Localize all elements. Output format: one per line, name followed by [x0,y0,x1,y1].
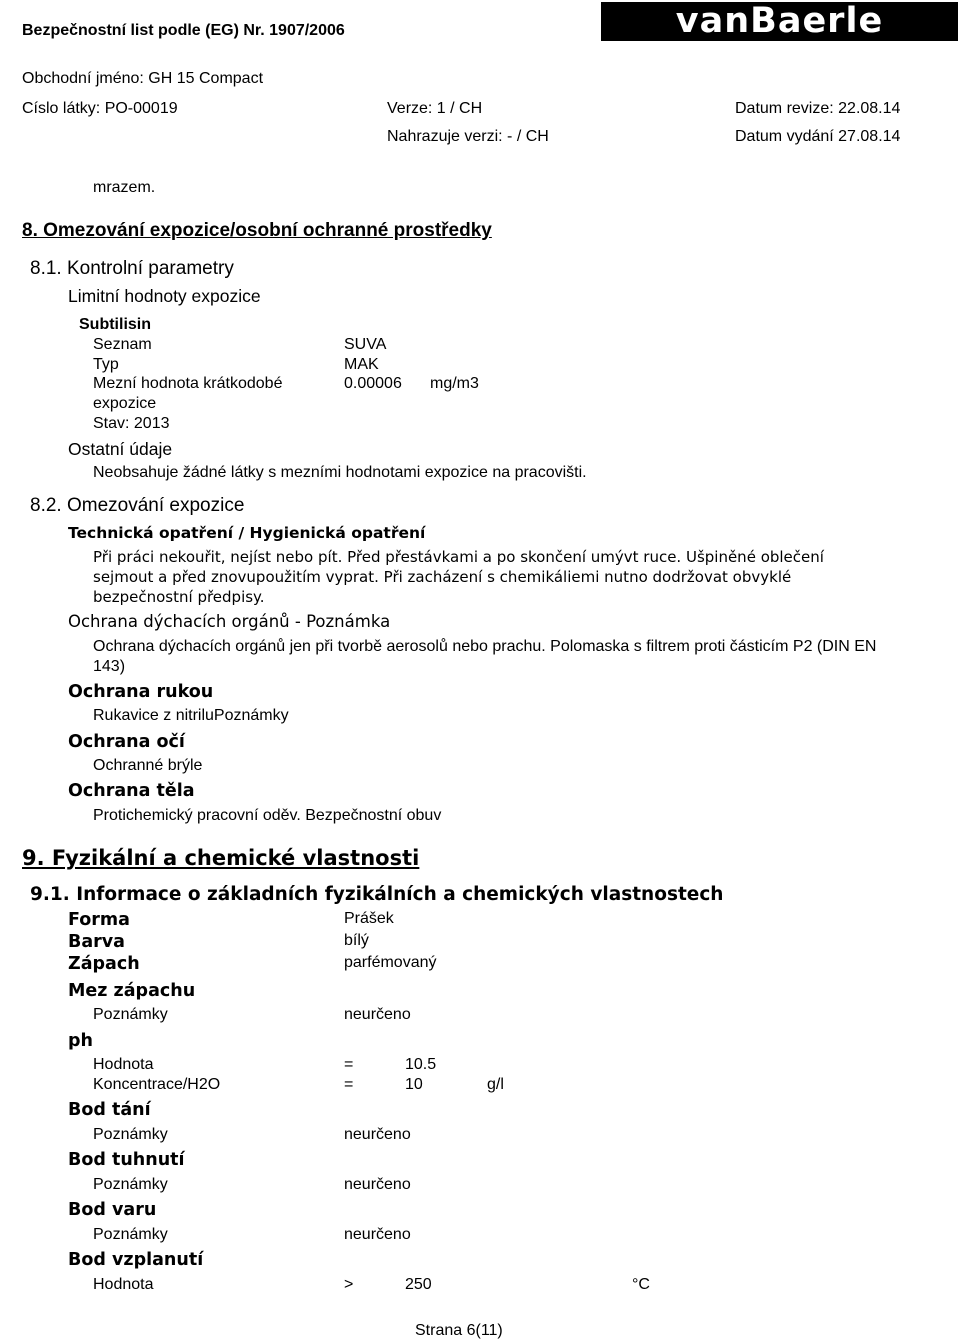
boiling-point-value: neurčeno [344,1226,411,1243]
limit-value-list: SUVA [344,336,387,353]
melting-point-label: Poznámky [93,1126,168,1143]
technical-measures-text: Při práci nekouřit, nejíst nebo pít. Před přestávkami a po skončení umývt ruce. Ušpiněné oblečení sejmout a před znovupoužitím vyprat. Při zacházení s chemikáliemi nutno dodržovat obvyklé bezpečnostní předpisy. [93,548,824,606]
eye-protection-text: Ochranné brýle [93,757,203,774]
limit-label-type: Typ [93,356,119,373]
freezing-point-value: neurčeno [344,1176,411,1193]
ph-value-operator: = [344,1056,354,1073]
substance-name: Subtilisin [79,316,151,333]
limit-status: Stav: 2013 [93,415,170,432]
flash-point-operator: > [344,1276,354,1293]
exposure-limits-heading: Limitní hodnoty expozice [68,286,261,306]
color-label: Barva [68,932,125,952]
flash-point-heading: Bod vzplanutí [68,1250,204,1270]
trade-name: Obchodní jméno: GH 15 Compact [22,70,264,87]
ph-concentration-unit: g/l [487,1076,504,1093]
section-9-1-heading: 9.1. Informace o základních fyzikálních a chemických vlastnostech [30,884,724,905]
odor-label: Zápach [68,954,140,974]
continuation-text: mrazem. [93,179,156,196]
limit-label-continuation: expozice [93,395,157,412]
section-8-1-heading: 8.1. Kontrolní parametry [30,258,234,279]
form-value: Prášek [344,910,394,927]
flash-point-unit: °C [632,1276,650,1293]
issue-date: Datum vydání 27.08.14 [735,128,901,145]
limit-label-short-term: Mezní hodnota krátkodobé [93,375,283,392]
flash-point-value: 250 [405,1276,432,1293]
section-8-2-heading: 8.2. Omezování expozice [30,495,245,516]
ph-value-label: Hodnota [93,1056,154,1073]
eye-protection-heading: Ochrana očí [68,732,185,752]
version: Verze: 1 / CH [387,100,483,117]
form-label: Forma [68,910,130,930]
limit-unit-short-term: mg/m3 [430,375,479,392]
melting-point-value: neurčeno [344,1126,411,1143]
vanbaerle-logo: vanBaerle [601,2,958,41]
boiling-point-label: Poznámky [93,1226,168,1243]
other-info-heading: Ostatní údaje [68,439,173,459]
limit-value-short-term: 0.00006 [344,375,402,392]
odor-threshold-value: neurčeno [344,1006,411,1023]
substance-number: Císlo látky: PO-00019 [22,100,178,117]
boiling-point-heading: Bod varu [68,1200,157,1220]
revision-date: Datum revize: 22.08.14 [735,100,901,117]
flash-point-label: Hodnota [93,1276,154,1293]
odor-threshold-heading: Mez zápachu [68,981,196,1001]
melting-point-heading: Bod tání [68,1100,151,1120]
respiratory-text: Ochrana dýchacích orgánů jen při tvorbě aerosolů nebo prachu. Polomaska s filtrem proti částicím P2 (DIN EN 143) [93,638,877,675]
technical-measures-heading: Technická opatření / Hygienická opatření [68,524,426,542]
replaces-version: Nahrazuje verzi: - / CH [387,128,549,145]
ph-concentration-label: Koncentrace/H2O [93,1076,221,1093]
ph-heading: ph [68,1031,93,1051]
page-number: Strana 6(11) [415,1322,503,1339]
hand-protection-heading: Ochrana rukou [68,682,214,702]
limit-label-list: Seznam [93,336,152,353]
respiratory-heading: Ochrana dýchacích orgánů - Poznámka [68,612,391,631]
ph-value: 10.5 [405,1056,437,1073]
section-8-heading: 8. Omezování expozice/osobní ochranné prostředky [22,220,492,241]
document-title: Bezpečnostní list podle (EG) Nr. 1907/2006 [22,22,345,39]
ph-concentration-operator: = [344,1076,354,1093]
hand-protection-text: Rukavice z nitriluPoznámky [93,707,289,724]
color-value: bílý [344,932,369,949]
freezing-point-heading: Bod tuhnutí [68,1150,185,1170]
odor-threshold-label: Poznámky [93,1006,168,1023]
ph-concentration-value: 10 [405,1076,423,1093]
limit-value-type: MAK [344,356,379,373]
other-info-text: Neobsahuje žádné látky s mezními hodnotami expozice na pracovišti. [93,464,587,481]
section-9-heading: 9. Fyzikální a chemické vlastnosti [22,846,420,870]
body-protection-text: Protichemický pracovní oděv. Bezpečnostní obuv [93,807,442,824]
freezing-point-label: Poznámky [93,1176,168,1193]
body-protection-heading: Ochrana těla [68,781,195,801]
odor-value: parfémovaný [344,954,437,971]
